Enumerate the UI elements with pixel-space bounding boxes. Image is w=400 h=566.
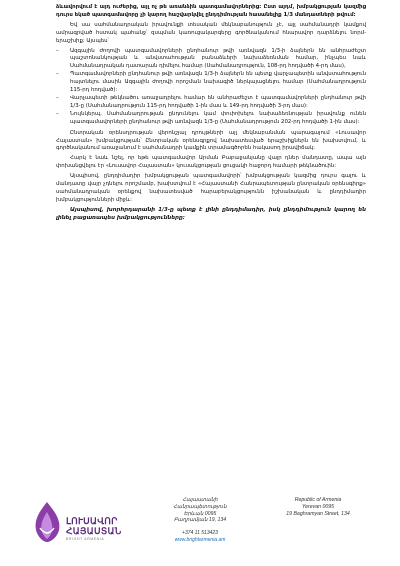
paragraph-constitutional-requirement: Եվ սա սահմանադրական իրավունքի տեսական մեկնաբանություն չէ, այլ սահմանադրի կամքով ամրագրված հստակ պահանջ՝ զսպման կառուցակարգերը գործնականում հնարավոր դարձնելու նորմ-երաշխիք: Այսպես՝ — [56, 21, 366, 44]
paragraph-intro-continued: ձևավորվում է այդ ուժերից, այլ ոչ թե առանձին պատգամավորներից: Ըստ այդմ, խմբակցության կազմից դուրս եկած պատգամավորը չի կարող հաշվարկվել ընդդիմության հասանելիք 1/3 մանդատների թվում: — [56, 4, 366, 18]
address-line: Երևան 0095 — [183, 510, 217, 517]
list-item: – Նույնկերպ, Սահմանադրության ընդունելու կամ փոփոխելու նախաձեռնության իրավունք ունեն պատգամավորների ընդհանուր թվի առնվազն 1/3-ը (Սահմանադրություն 202-րդ հոդվածի 1-ին մաս): — [56, 111, 366, 127]
paragraph-final-statement: Այսպիսով, խորհրդարանի 1/3-ը պետք է լինի ընդդիմադիր, իսկ ընդդիմություն կարող են լինել բացառապես խմբակցությունները: — [56, 206, 366, 221]
bright-armenia-logo — [30, 498, 122, 544]
website-link[interactable]: www.brightarmenia.am — [174, 537, 226, 543]
logo-line1: ԼՈՒՍԱՎՈՐ — [66, 516, 118, 526]
phone-number: +374 11 513423 — [182, 530, 218, 536]
paragraph-electoral-code: Ընտրական օրենսդրության վերոնշյալ դրույթների այլ մեկնաբանման պարագայում «Լուսավոր Հայաստան» խմբակցության՝ Ընտրական օրենսգրքով նախատեսված երաշխիքներն են խախտվում, և գործնականում առաջանում է սահմանադրի կամքին տրամագծորեն հակասող իրավիճակ: — [56, 129, 366, 152]
address-line: Republic of Armenia — [294, 497, 342, 503]
logo-line2: ՀԱՅԱՍՏԱՆ — [66, 526, 122, 536]
address-armenian — [160, 497, 240, 524]
address-line: Հայաստանի Հանրապետություն — [173, 497, 227, 510]
document-body — [56, 4, 366, 225]
paragraph-conclusion: Այսպիսով, ընդդիմադիր խմբակցության պատգամավորի՝ խմբակցության կազմից դուրս գալու և մանդատը վայր չդնելու որոշմամբ, խախտվում է «Հայաստանի Հանրապետության ընտրական օրենսգիրք» սահմանադրական օրենքով նախատեսված հարաբերակցությունն իշխանական և ընդդիմադիր խմբակցությունների միջև: — [56, 173, 366, 203]
address-english — [268, 497, 368, 517]
requirements-list — [56, 48, 366, 127]
logo-subtitle: BRIGHT ARMENIA — [66, 537, 105, 541]
list-item: – Ազգային ժողովի պատգամավորների ընդհանուր թվի առնվազն 1/3-ի ձայներն են անհրաժեշտ պաշտոնանկության և անվստահության բանաձևերի նախաձեռնման համար, ինչպես նաև Սահմանադրական դատարան դիմելու համար (Սահմանադրություն, 108-րդ հոդվածի 4-րդ մաս), — [56, 48, 366, 72]
list-item: – Պատգամավորների ընդհանուր թվի առնվազն 1/3-ի ձայներն են պետք վարչապետին անվստահություն հայտնելու մասին Ազգային ժողովի որոշման նախագիծ ներկայացնելու համար (Սահմանադրություն 115-րդ հոդված): — [56, 71, 366, 95]
paragraph-mandate-note: Հարկ է նաև նշել, որ եթե պատգամավոր Արման Բաբաջանյանը վայր դներ մանդատը, ապա այն փոխանցվելու էր «Լուսավոր Հայաստան» կուսակցության ցուցակի հաջորդ համարի թեկնածուին: — [56, 155, 366, 170]
address-line: Բաղրամյան 19, 134 — [173, 517, 227, 524]
contact-info — [150, 530, 250, 544]
list-item: – Վարչապետի թեկնածու առաջադրելու համար են անհրաժեշտ է պատգամավորների ընդհանուր թվի 1/3-ը (Սահմանադրություն 115-րդ հոդվածի 1-ին մաս և 149-րդ հոդվածի 3-րդ մաս): — [56, 95, 366, 111]
address-line: Yerevan 0095 — [301, 503, 335, 510]
logo-flame-icon — [30, 500, 64, 544]
address-line: 19 Baghramyan Street, 134 — [286, 510, 350, 517]
